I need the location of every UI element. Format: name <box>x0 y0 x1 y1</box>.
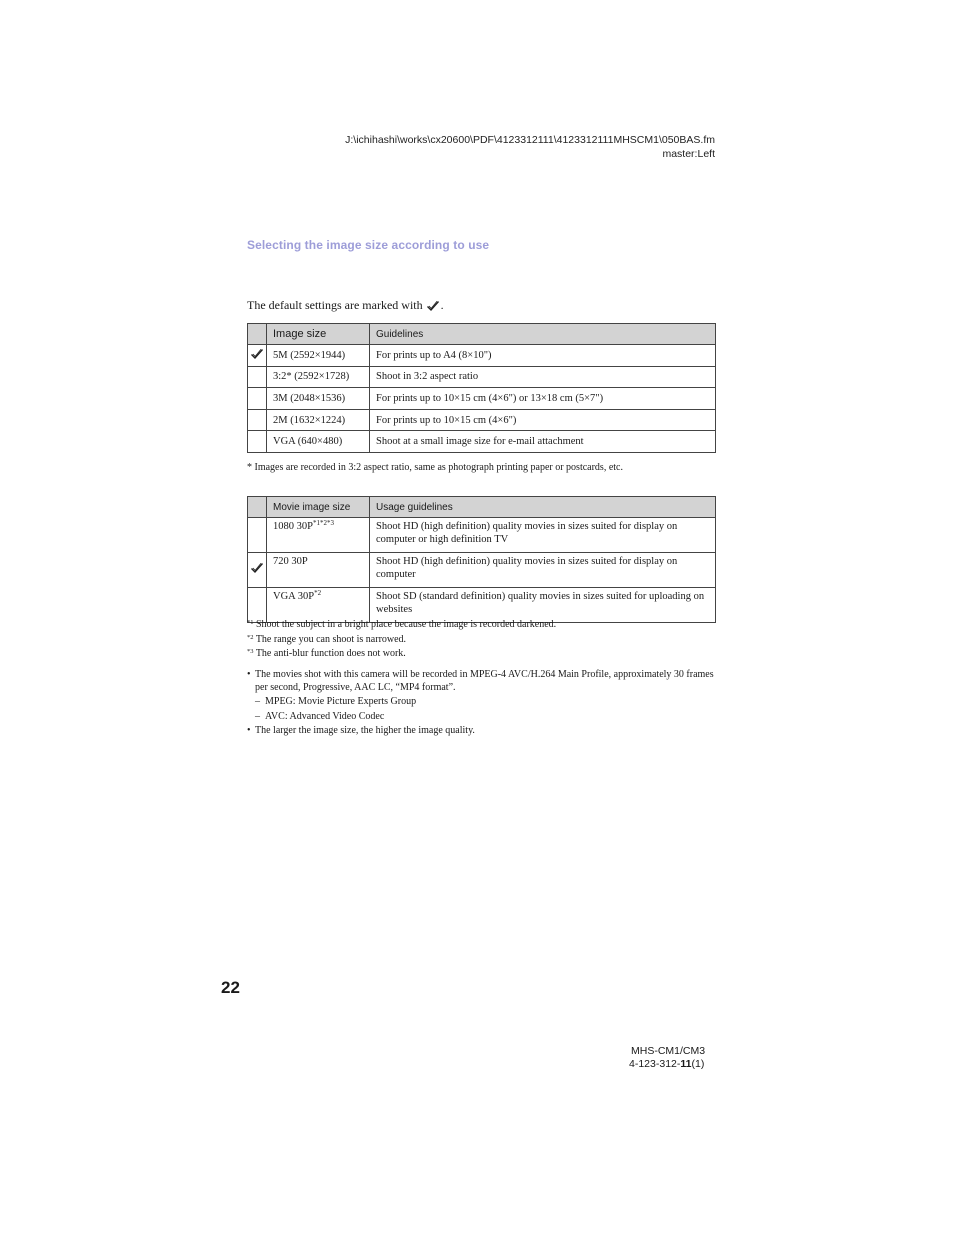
footnote <box>247 648 406 660</box>
code-prefix: 4-123-312- <box>629 1057 681 1070</box>
footnote-mark: *1 <box>247 619 254 626</box>
image-size-note: * Images are recorded in 3:2 aspect ratio, same as photograph printing paper or postcards, etc. <box>247 462 623 473</box>
movie-size-label: VGA 30P <box>273 591 315 602</box>
intro-text <box>247 298 444 313</box>
model-info <box>629 1045 705 1070</box>
guideline-cell: Shoot at a small image size for e-mail attachment <box>370 431 716 453</box>
header-usage-guidelines: Usage guidelines <box>370 497 716 518</box>
check-icon <box>250 348 264 360</box>
guideline-cell: For prints up to A4 (8×10") <box>370 345 716 367</box>
default-cell <box>248 431 267 453</box>
table-row <box>248 345 716 367</box>
default-cell <box>248 388 267 410</box>
intro-label: The default settings are marked with <box>247 298 423 312</box>
movie-size-cell <box>267 518 370 553</box>
file-path-header <box>345 133 715 161</box>
header-default-column <box>248 324 267 345</box>
movie-size-label: 1080 30P <box>273 521 313 532</box>
default-cell <box>248 345 267 367</box>
image-size-cell: 2M (1632×1224) <box>267 409 370 431</box>
header-movie-image-size: Movie image size <box>267 497 370 518</box>
movie-size-cell <box>267 553 370 588</box>
movie-size-label: 720 30P <box>273 556 308 567</box>
bullet-item: • The larger the image size, the higher the image quality. <box>247 725 717 738</box>
image-size-table <box>247 323 716 453</box>
file-path: J:\ichihashi\works\cx20600\PDF\4123312111\4123312111MHSCM1\050BAS.fm <box>345 134 715 146</box>
default-cell <box>248 553 267 588</box>
check-icon <box>426 300 440 312</box>
guideline-cell: For prints up to 10×15 cm (4×6") <box>370 409 716 431</box>
footnote <box>247 634 406 646</box>
check-icon <box>250 562 264 574</box>
footnote-text: Shoot the subject in a bright place because the image is recorded darkened. <box>256 619 557 630</box>
default-cell <box>248 518 267 553</box>
footnote-mark: *3 <box>247 648 254 655</box>
image-size-cell: 3:2* (2592×1728) <box>267 366 370 388</box>
dash-item: – AVC: Advanced Video Codec <box>247 711 717 724</box>
guideline-cell: Shoot in 3:2 aspect ratio <box>370 366 716 388</box>
table-row <box>248 409 716 431</box>
image-size-cell: 3M (2048×1536) <box>267 388 370 410</box>
default-cell <box>248 366 267 388</box>
footnote-text: The anti-blur function does not work. <box>255 648 406 659</box>
table-row <box>248 431 716 453</box>
header-guidelines: Guidelines <box>370 324 716 345</box>
table-row <box>248 388 716 410</box>
model-name: MHS-CM1/CM3 <box>631 1045 706 1057</box>
footnote-text: The range you can shoot is narrowed. <box>255 634 407 645</box>
default-cell <box>248 409 267 431</box>
default-cell <box>248 588 267 623</box>
bullet-item: • The movies shot with this camera will be recorded in MPEG-4 AVC/H.264 Main Profile, approximately 30 frames per second, Progressive, AAC LC, “MP4 format”. <box>247 669 717 694</box>
guideline-cell: Shoot HD (high definition) quality movies in sizes suited for display on computer or high definition TV <box>370 518 716 553</box>
section-title: Selecting the image size according to use <box>247 238 490 252</box>
model-code <box>629 1058 705 1071</box>
movie-size-cell <box>267 588 370 623</box>
footnote-marks: *1*2*3 <box>312 519 334 527</box>
guideline-cell: Shoot SD (standard definition) quality movies in sizes suited for uploading on websites <box>370 588 716 623</box>
header-default-column <box>248 497 267 518</box>
dash-item: – MPEG: Movie Picture Experts Group <box>247 696 717 709</box>
code-bold: 11 <box>680 1057 692 1070</box>
footnote-marks: *2 <box>314 589 322 597</box>
master-page-label: master:Left <box>662 148 715 160</box>
footnote-mark: *2 <box>247 634 254 641</box>
image-size-cell: VGA (640×480) <box>267 431 370 453</box>
table-row <box>248 366 716 388</box>
table-header-row <box>248 497 716 518</box>
table-row <box>248 588 716 623</box>
guideline-cell: Shoot HD (high definition) quality movies in sizes suited for display on computer <box>370 553 716 588</box>
code-suffix: (1) <box>691 1057 705 1070</box>
footnote <box>247 619 556 631</box>
table-row <box>248 553 716 588</box>
header-image-size: Image size <box>267 324 370 345</box>
table-header-row <box>248 324 716 345</box>
guideline-cell: For prints up to 10×15 cm (4×6") or 13×18 cm (5×7") <box>370 388 716 410</box>
movie-size-table <box>247 496 716 623</box>
page-number: 22 <box>221 978 240 997</box>
table-row <box>248 518 716 553</box>
intro-period: . <box>440 298 444 312</box>
image-size-cell: 5M (2592×1944) <box>267 345 370 367</box>
notes-list <box>247 669 717 740</box>
